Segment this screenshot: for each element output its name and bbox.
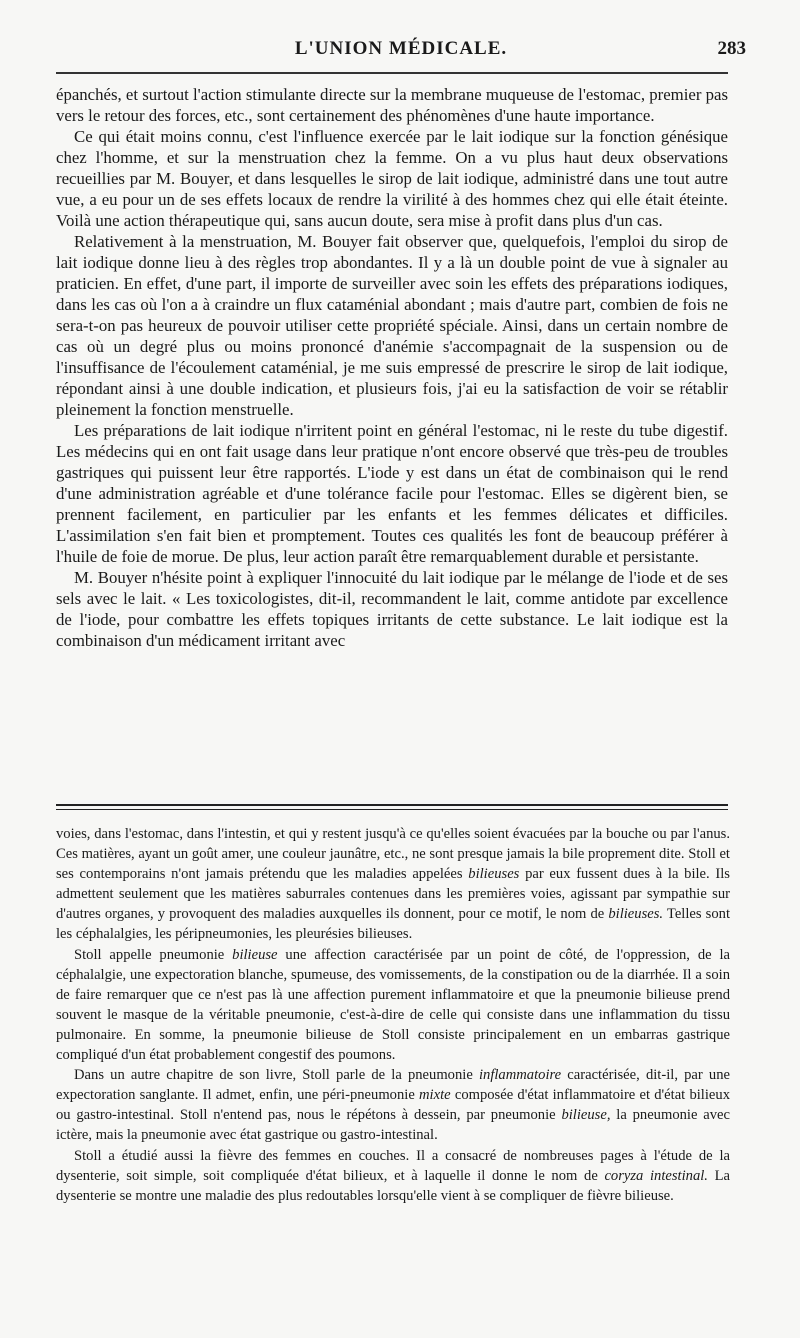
note-text: Telles sont les céphalalgies, les péripneumonies, les pleurésies bilieuses. bbox=[56, 906, 730, 943]
note-text: caractérisée, dit-il, par une expectoration sanglante. Il admet, enfin, une péri-pneumonie bbox=[56, 1067, 730, 1104]
paragraph: Les préparations de lait iodique n'irritent point en général l'estomac, ni le reste du tube digestif. Les médecins qui en ont fait usage dans leur pratique n'ont encore observé que très-peu de troubles gastriques qui puissent leur être rapportés. L'iode y est dans un état de combinaison qui le rend d'une administration agréable et d'une tolérance facile pour l'estomac. Elles se digèrent bien, se prennent facilement, en particulier par les enfants et les femmes délicates et difficiles. L'assimilation s'en fait bien et promptement. Toutes ces qualités les font de beaucoup préférer à l'huile de foie de morue. De plus, leur action paraît être remarquablement durable et persistante. bbox=[56, 421, 728, 566]
page-number: 283 bbox=[717, 38, 746, 59]
footnote-paragraph bbox=[56, 1146, 730, 1206]
note-text: Dans un autre chapitre de son livre, Stoll parle de la pneumonie bbox=[74, 1067, 479, 1084]
paragraph: Ce qui était moins connu, c'est l'influence exercée par le lait iodique sur la fonction génésique chez l'homme, et sur la menstruation chez la femme. On a vu plus haut deux observations recueillies par M. Bouyer, et dans lesquelles le sirop de lait iodique, administré dans une tout autre vue, a eu pour un de ses effets locaux de rendre la virilité à des hommes chez qui elle était éteinte. Voilà une action thérapeutique qui, sans aucun doute, sera mise à profit dans plus d'un cas. bbox=[56, 127, 728, 230]
note-italic: bilieuses bbox=[468, 866, 520, 883]
note-italic: coryza intestinal. bbox=[604, 1167, 708, 1184]
note-italic: bilieuse bbox=[232, 946, 278, 963]
paragraph: Relativement à la menstruation, M. Bouyer fait observer que, quelquefois, l'emploi du sirop de lait iodique donne lieu à des règles trop abondantes. Il y a là un double point de vue à signaler au praticien. En effet, d'une part, il importe de surveiller avec soin les effets des préparations iodiques, dans les cas où l'on a à craindre un flux cataménial abondant ; mais d'autre part, combien de fois ne sera-t-on pas heureux de pouvoir utiliser cette propriété spéciale. Ainsi, dans un certain nombre de cas où un degré plus ou moins prononcé d'anémie s'accompagnait de la suspension ou de l'insuffisance de l'écoulement cataménial, je me suis empressé de prescrire le sirop de lait iodique, répondant ainsi à une double indication, et plusieurs fois, j'ai eu la satisfaction de voir se rétablir pleinement la fonction menstruelle. bbox=[56, 232, 728, 419]
note-text: voies, dans l'estomac, dans l'intestin, et qui y restent jusqu'à ce qu'elles soient évacuées par la bouche ou par l'anus. Ces matières, ayant un goût amer, une couleur jaunâtre, etc., ne sont presque jamais la bile proprement dite. Stoll et ses contemporains n'ont jamais prétendu que les maladies appelées bbox=[56, 826, 730, 883]
note-text: une affection caractérisée par un point de côté, de l'oppression, de la céphalalgie, une expectoration blanche, spumeuse, des vomissements, de la constipation ou de la diarrhée. Il a soin de faire remarquer que ce n'est pas là une affection purement inflammatoire et que la pneumonie bilieuse prend souvent le masque de la véritable pneumonie, c'est-à-dire de celle qui consiste dans une inflammation du tissu pulmonaire. En somme, la pneumonie bilieuse de Stoll consiste principalement en un embarras gastrique compliqué d'un état probablement congestif des poumons. bbox=[56, 946, 730, 1064]
footnote-paragraph bbox=[56, 1065, 730, 1145]
footnote-paragraph bbox=[56, 945, 730, 1066]
note-italic: inflammatoire bbox=[478, 1067, 562, 1084]
paragraph: épanchés, et surtout l'action stimulante directe sur la membrane muqueuse de l'estomac, premier pas vers le retour des forces, etc., sont certainement des phénomènes d'une haute importance. bbox=[56, 85, 728, 125]
note-text: composée d'état inflammatoire et d'état bilieux ou gastro-intestinal. Stoll n'entend pas, nous le répétons à dessein, par pneumonie bbox=[56, 1087, 730, 1124]
paragraph: M. Bouyer n'hésite point à expliquer l'innocuité du lait iodique par le mélange de l'iode et de ses sels avec le lait. « Les toxicologistes, dit-il, recommandent le lait, comme antidote par excellence de l'iode, pour combattre les effets topiques irritants de cette substance. Le lait iodique est la combinaison d'un médicament irritant avec bbox=[56, 568, 728, 650]
note-text: la pneumonie avec ictère, mais la pneumonie avec état gastrique ou gastro-intestinal. bbox=[56, 1107, 730, 1144]
note-text: Stoll a étudié aussi la fièvre des femmes en couches. Il a consacré de nombreuses pages à l'étude de la dysenterie, soit simple, soit compliquée d'état bilieux, et à laquelle il donne le nom de bbox=[56, 1147, 730, 1184]
note-italic: bilieuse, bbox=[561, 1107, 611, 1124]
note-text: La dysenterie se montre une maladie des plus redoutables lorsqu'elle vient à se compliquer de fièvre bilieuse. bbox=[56, 1167, 731, 1204]
page-header bbox=[56, 34, 746, 64]
footnote-paragraph bbox=[56, 824, 730, 945]
note-italic: mixte bbox=[419, 1087, 451, 1104]
running-head: L'UNION MÉDICALE. bbox=[294, 38, 508, 59]
header-rule bbox=[56, 72, 728, 74]
main-text bbox=[56, 84, 728, 651]
note-text: Stoll appelle pneumonie bbox=[74, 946, 233, 963]
note-text: par eux fussent dues à la bile. Ils admettent seulement que les matières saburrales contenues dans les premières voies, agissant par sympathie sur d'autres organes, y provoquent des maladies auxquelles ils donnent, pour ce motif, le nom de bbox=[56, 866, 730, 923]
footnote-separator bbox=[56, 804, 728, 810]
note-italic: bilieuses. bbox=[608, 906, 664, 923]
footnotes bbox=[56, 824, 730, 1206]
